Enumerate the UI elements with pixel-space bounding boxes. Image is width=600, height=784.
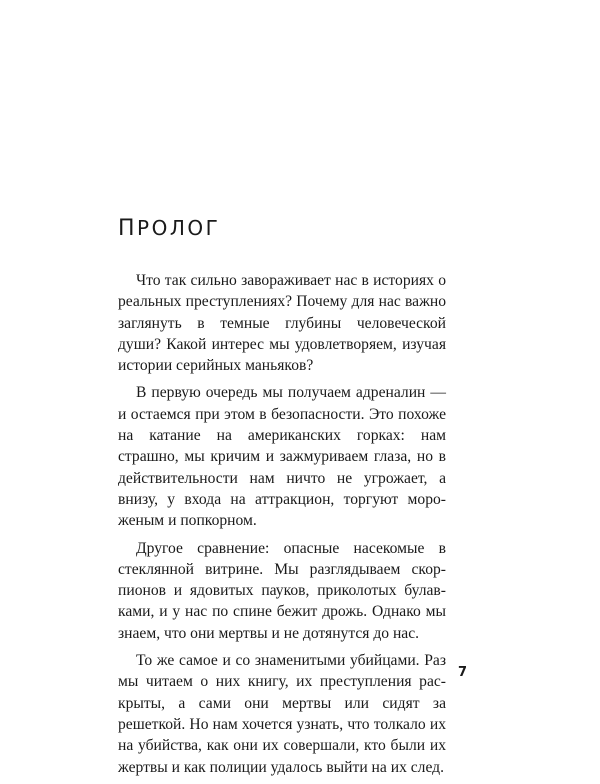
paragraph: В первую очередь мы получаем адреналин — и остаемся при этом в безопасности. Это похоже на катание на американских горках: нам страшно, мы кричим и зажмуриваем глаза, но в действительности нам ничто не угрожает, а внизу, у входа на аттракцион, торгуют мороженым и попкорном. xyxy=(118,384,446,530)
chapter-title-rest: РОЛОГ xyxy=(137,216,221,240)
paragraph: Другое сравнение: опасные насекомые в стеклянной витрине. Мы разглядываем скорпионов и ядовитых пауков, приколотых булавками, и у нас по спине бежит дрожь. Однако мы знаем, что они мертвы и не дотянутся до нас. xyxy=(118,539,446,642)
chapter-title-initial: П xyxy=(118,216,138,241)
chapter-title xyxy=(118,216,220,241)
paragraph: Что так сильно завораживает нас в историях о реальных преступлениях? Почему для нас важно заглянуть в темные глубины человеческой души? Какой интерес мы удовлетворяем, изучая истории серийных маньяков? xyxy=(118,272,446,375)
paragraph: То же самое и со знаменитыми убийцами. Раз мы читаем о них книгу, их преступления раскрыты, а сами они мертвы или сидят за решеткой. Но нам хочется узнать, что толкало их на убийства, как они их совершали, кто были их жертвы и как полиции удалось выйти на их след. xyxy=(118,652,446,776)
body-text xyxy=(118,270,446,784)
page-number: 7 xyxy=(458,665,468,680)
